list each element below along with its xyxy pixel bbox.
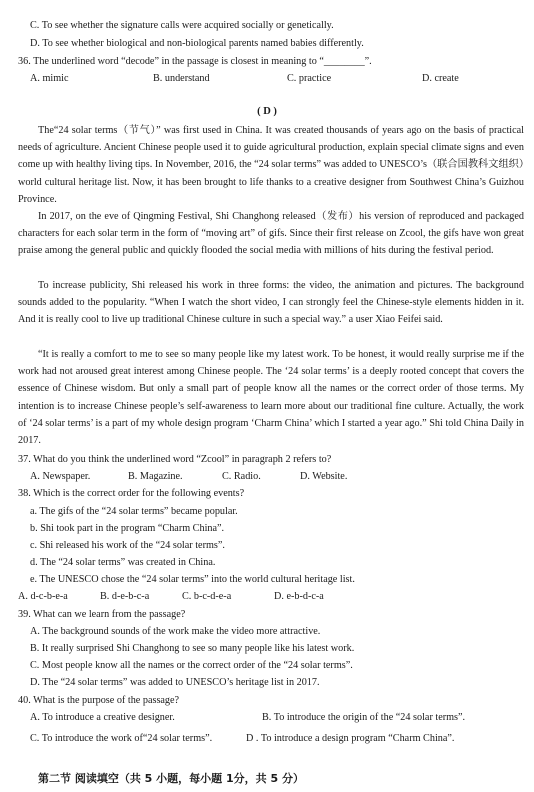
q39-option-c: C. Most people know all the names or the correct order of the “24 solar terms”.	[30, 660, 353, 671]
q39-option-b: B. It really surprised Shi Changhong to see so many people like his latest work.	[30, 643, 355, 654]
q39-option-d: D. The “24 solar terms” was added to UNESCO’s heritage list in 2017.	[30, 677, 320, 688]
q38-option-c: C. b-c-d-e-a	[182, 591, 232, 602]
q40-option-a: A. To introduce a creative designer.	[30, 712, 175, 723]
q36-option-c: C. practice	[287, 73, 332, 84]
q39-stem: 39. What can we learn from the passage?	[18, 609, 186, 620]
q38-option-a: A. d-c-b-e-a	[18, 591, 68, 602]
q35-option-d: D. To see whether biological and non-biological parents named babies differently.	[30, 38, 364, 49]
q38-event-d: d. The “24 solar terms” was created in China.	[30, 557, 216, 568]
q40-stem: 40. What is the purpose of the passage?	[18, 695, 180, 706]
q38-stem: 38. Which is the correct order for the following events?	[18, 488, 245, 499]
q37-option-c: C. Radio.	[222, 471, 261, 482]
q39-option-a: A. The background sounds of the work make the video more attractive.	[30, 626, 321, 637]
q36-stem: 36. The underlined word “decode” in the passage is closest in meaning to “________”.	[18, 56, 372, 67]
q40-option-c: C. To introduce the work of“24 solar terms”.	[30, 733, 213, 744]
q37-stem: 37. What do you think the underlined word “Zcool” in paragraph 2 refers to?	[18, 454, 332, 465]
passage-heading: ( D )	[257, 106, 277, 117]
q36-option-b: B. understand	[153, 73, 210, 84]
q37-option-d: D. Website.	[300, 471, 348, 482]
q38-option-b: B. d-e-b-c-a	[100, 591, 150, 602]
section-title: 第二节 阅读填空（共 5 小题，每小题 1分，共 5 分）	[38, 772, 304, 785]
q36-option-a: A. mimic	[30, 73, 69, 84]
passage-paragraph-2: In 2017, on the eve of Qingming Festival, Shi Changhong released（发布）his version of reproduced and packaged characters for each solar term in the form of “moving art” of gifs. Since their first release on Zcool, the gifs have won great praise among the general public and quickly flooded the social media with millions of hits during the festival period.	[18, 211, 524, 257]
passage-paragraph-4: “It is really a comfort to me to see so many people like my latest work. To be honest, it would really surprise me if the work had not aroused great interest among Chinese people. The ‘24 solar terms’ is a deeply rooted concept that covers the essence of Chinese wisdom. But only a small part of people know all the names or the correct order of those terms. My intention is to increase Chinese people’s self-awareness to learn more about our traditional fine culture. Actually, the work of ‘24 solar terms’ is a part of my whole design program ‘Charm China’ which I started a year ago.” Shi told China Daily in 2017.	[18, 349, 524, 447]
q37-option-a: A. Newspaper.	[30, 471, 91, 482]
q36-option-d: D. create	[422, 73, 459, 84]
q38-event-c: c. Shi released his work of the “24 solar terms”.	[30, 540, 225, 551]
q38-event-a: a. The gifs of the “24 solar terms” became popular.	[30, 506, 238, 517]
q38-event-b: b. Shi took part in the program “Charm China”.	[30, 523, 225, 534]
passage-paragraph-1: The“24 solar terms（节气）” was first used in China. It was created thousands of years ago on the basis of practical needs of agriculture. Ancient Chinese people used it to guide agricultural production, explain special climate signs and even come up with healthy living tips. In November, 2016, the “24 solar terms” was added to UNESCO’s（联合国教科文组织）world cultural heritage list. Now, it has been brought to life thanks to a creative designer from Southwest China’s Guizhou Province.	[18, 125, 524, 205]
q37-option-b: B. Magazine.	[128, 471, 183, 482]
q38-event-e: e. The UNESCO chose the “24 solar terms” into the world cultural heritage list.	[30, 574, 355, 585]
q35-option-c: C. To see whether the signature calls were acquired socially or genetically.	[30, 20, 334, 31]
q38-option-d: D. e-b-d-c-a	[274, 591, 324, 602]
passage-paragraph-3: To increase publicity, Shi released his work in three forms: the video, the animation and pictures. The background sounds added to the popularity. “When I watch the short video, I can strongly feel the Chinese-style elements hidden in it. And it is really cool to live up traditional Chinese culture in such a special way.” a user Xiao Feifei said.	[18, 280, 524, 326]
q40-option-b: B. To introduce the origin of the “24 solar terms”.	[262, 712, 466, 723]
q40-option-d: D . To introduce a design program “Charm China”.	[246, 733, 455, 744]
